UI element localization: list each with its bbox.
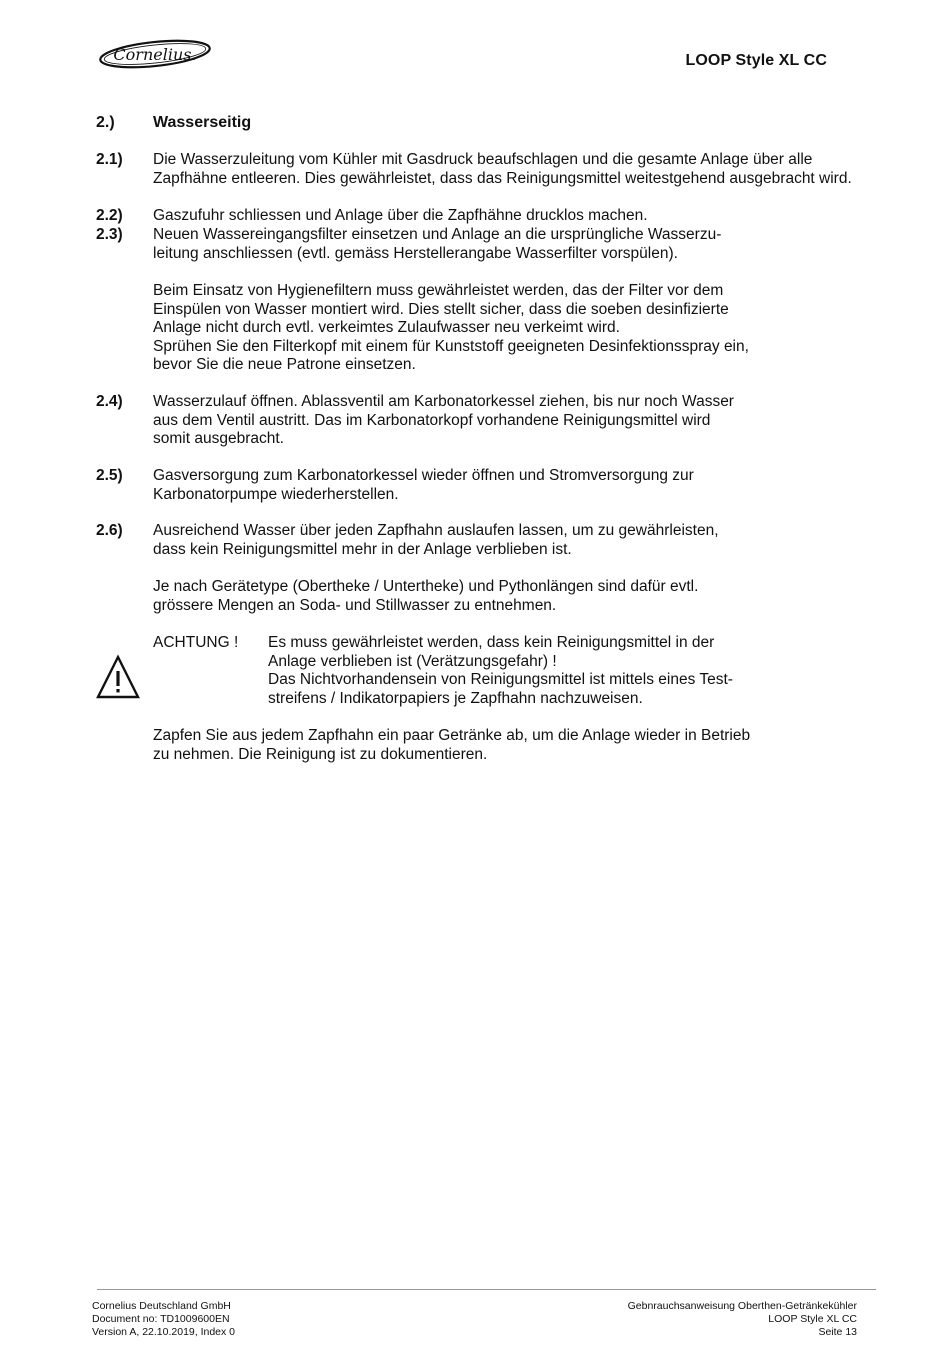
item-number: 2.4) xyxy=(96,393,123,410)
item-note: Beim Einsatz von Hygienefiltern muss gewährleistet werden, das der Filter vor dem Einspülen von Wasser montiert wird. Dies stellt sicher, dass die soeben desinfizierte Anlage nicht durch evtl. verkeimtes Zulaufwasser neu verkeimt wird. Sprühen Sie den Filterkopf mit einem für Kunststoff geeigneten Desinfektionsspray ein, bevor Sie die neue Patrone einsetzen. xyxy=(153,282,749,374)
footer-left: Cornelius Deutschland GmbH Document no: TD1009600EN Version A, 22.10.2019, Index 0 xyxy=(92,1300,236,1339)
cornelius-logo xyxy=(98,36,212,72)
item-text: Neuen Wassereingangsfilter einsetzen und Anlage an die ursprüngliche Wasserzu- leitung anschliessen (evtl. gemäss Herstellerangabe Wasserfilter vorspülen). xyxy=(153,226,722,262)
warning-triangle-icon xyxy=(95,654,141,700)
item-text: Ausreichend Wasser über jeden Zapfhahn auslaufen lassen, um zu gewährleisten, dass kein Reinigungsmittel mehr in der Anlage verblieben ist. xyxy=(153,522,719,558)
footer-divider xyxy=(97,1289,876,1290)
item-number: 2.3) xyxy=(96,226,123,243)
item-number: 2.1) xyxy=(96,151,123,168)
item-note: Je nach Gerätetype (Obertheke / Untertheke) und Pythonlängen sind dafür evtl. grössere Mengen an Soda- und Stillwasser zu entnehmen. xyxy=(153,578,699,614)
item-text: Gasversorgung zum Karbonatorkessel wieder öffnen und Stromversorgung zur Karbonatorpumpe wiederherstellen. xyxy=(153,467,694,503)
closing-paragraph: Zapfen Sie aus jedem Zapfhahn ein paar Getränke ab, um die Anlage wieder in Betrieb zu nehmen. Die Reinigung ist zu dokumentieren. xyxy=(153,727,751,763)
item-text: Gaszufuhr schliessen und Anlage über die Zapfhähne drucklos machen. xyxy=(153,207,648,224)
page-number: Seite 13 xyxy=(818,1326,857,1339)
item-number: 2.5) xyxy=(96,467,123,484)
item-text: Wasserzulauf öffnen. Ablassventil am Karbonatorkessel ziehen, bis nur noch Wasser aus dem Ventil austritt. Das im Karbonatorkopf vorhandene Reinigungsmittel wird somit ausgebracht. xyxy=(153,393,734,448)
document-title: LOOP Style XL CC xyxy=(685,52,827,69)
item-text: Die Wasserzuleitung vom Kühler mit Gasdruck beaufschlagen und die gesamte Anlage über alle Zapfhähne entleeren. Dies gewährleistet, dass das Reinigungsmittel weitestgehend ausgebracht wird. xyxy=(153,151,852,187)
section-title: Wasserseitig xyxy=(153,114,252,131)
warning-label: ACHTUNG ! xyxy=(153,634,239,651)
item-number: 2.2) xyxy=(96,207,123,224)
section-number: 2.) xyxy=(96,114,115,131)
item-number: 2.6) xyxy=(96,522,123,539)
warning-text: Es muss gewährleistet werden, dass kein Reinigungsmittel in der Anlage verblieben ist (Verätzungsgefahr) ! Das Nichtvorhandensein von Reinigungsmittel ist mittels eines Test- streifens / Indikatorpapiers je Zapfhahn nachzuweisen. xyxy=(268,634,733,707)
svg-text:Cornelius.: Cornelius. xyxy=(113,45,197,64)
footer-right: Gebnrauchsanweisung Oberthen-Getränkekühler LOOP Style XL CC Seite 13 xyxy=(627,1300,857,1339)
